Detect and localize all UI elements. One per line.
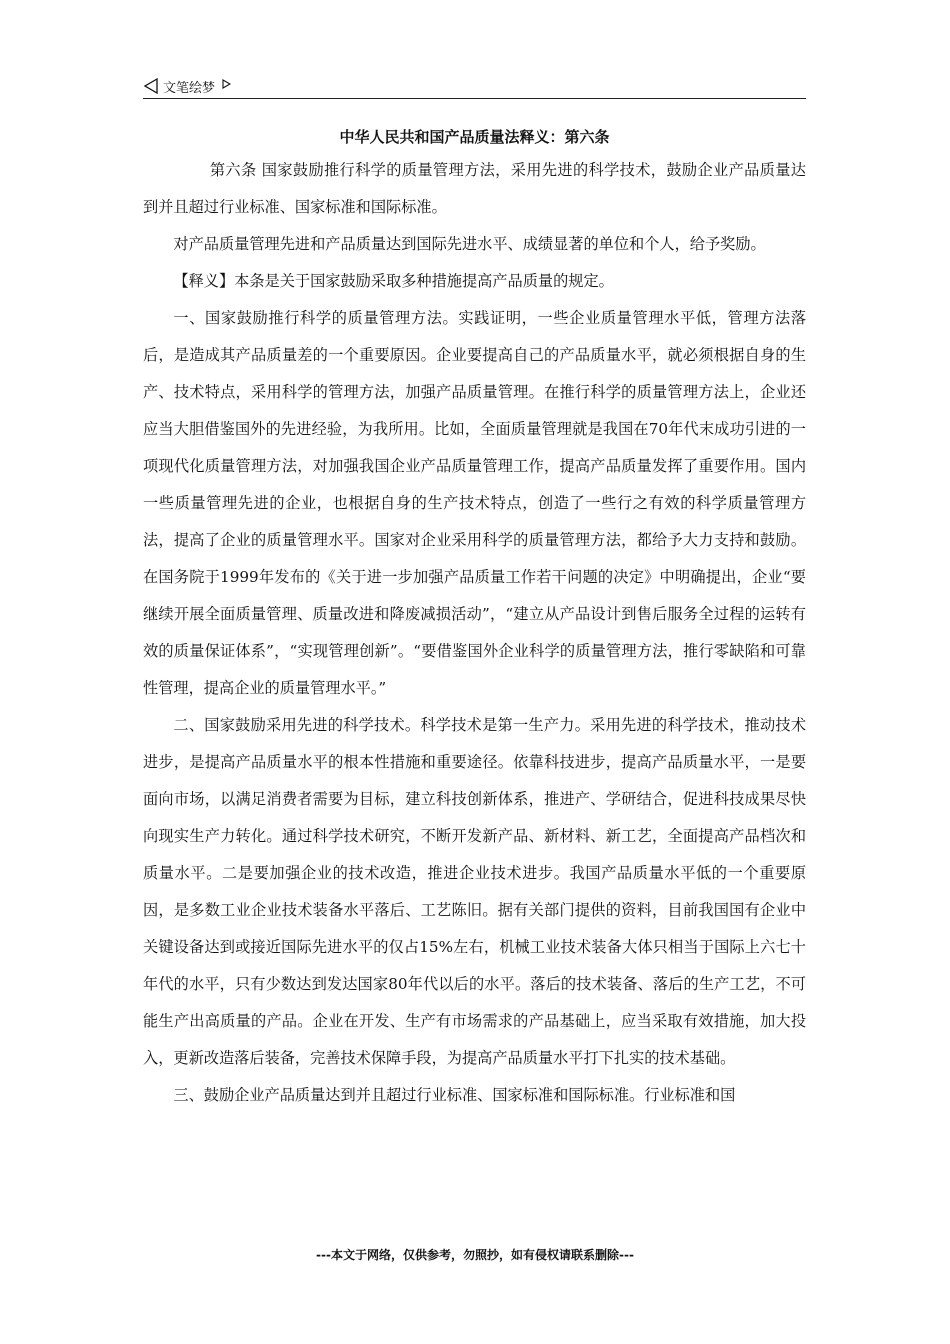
paragraph-section-two: 二、国家鼓励采用先进的科学技术。科学技术是第一生产力。采用先进的科学技术，推动技术进步，是提高产品质量水平的根本性措施和重要途径。依靠科技进步，提高产品质量水平，一是要面向市场，以满足消费者需要为目标，建立科技创新体系，推进产、学研结合，促进科技成果尽快向现实生产力转化。通过科学技术研究，不断开发新产品、新材料、新工艺，全面提高产品档次和质量水平。二是要加强企业的技术改造，推进企业技术进步。我国产品质量水平低的一个重要原因，是多数工业企业技术装备水平落后、工艺陈旧。据有关部门提供的资料，目前我国国有企业中关键设备达到或接近国际先进水平的仅占15%左右，机械工业技术装备大体只相当于国际上六七十年代的水平，只有少数达到发达国家80年代以后的水平。落后的技术装备、落后的生产工艺，不可能生产出高质量的产品。企业在开发、生产有市场需求的产品基础上，应当采取有效措施，加大投入，更新改造落后装备，完善技术保障手段，为提高产品质量水平打下扎实的技术基础。 [143,716,806,1067]
document-body [143,152,806,1114]
paragraph-reward: 对产品质量管理先进和产品质量达到国际先进水平、成绩显著的单位和个人，给予奖励。 [173,235,766,253]
page-header [143,74,806,99]
triangle-right-icon [221,79,231,89]
header-text: 文笔绘梦 [163,80,216,96]
document-title: 中华人民共和国产品质量法释义：第六条 [339,128,610,146]
paragraph-section-three: 三、鼓励企业产品质量达到并且超过行业标准、国家标准和国际标准。行业标准和国 [173,1086,736,1104]
page-footer: ---本文于网络，仅供参考，勿照抄，如有侵权请联系删除--- [316,1248,634,1262]
paragraph-article: 第六条 国家鼓励推行科学的质量管理方法，采用先进的科学技术，鼓励企业产品质量达到并且超过行业标准、国家标准和国际标准。 [143,161,806,216]
paragraph-interpretation: 【释义】本条是关于国家鼓励采取多种措施提高产品质量的规定。 [173,272,614,290]
triangle-left-icon [143,78,159,94]
paragraph-section-one: 一、国家鼓励推行科学的质量管理方法。实践证明，一些企业质量管理水平低，管理方法落后，是造成其产品质量差的一个重要原因。企业要提高自己的产品质量水平，就必须根据自身的生产、技术特点，采用科学的管理方法，加强产品质量管理。在推行科学的质量管理方法上，企业还应当大胆借鉴国外的先进经验，为我所用。比如，全面质量管理就是我国在70年代末成功引进的一项现代化质量管理方法，对加强我国企业产品质量管理工作，提高产品质量发挥了重要作用。国内一些质量管理先进的企业，也根据自身的生产技术特点，创造了一些行之有效的科学质量管理方法，提高了企业的质量管理水平。国家对企业采用科学的质量管理方法，都给予大力支持和鼓励。在国务院于1999年发布的《关于进一步加强产品质量工作若干问题的决定》中明确提出，企业“要继续开展全面质量管理、质量改进和降废减损活动”，“建立从产品设计到售后服务全过程的运转有效的质量保证体系”，“实现管理创新”。“要借鉴国外企业科学的质量管理方法，推行零缺陷和可靠性管理，提高企业的质量管理水平。” [143,309,806,697]
